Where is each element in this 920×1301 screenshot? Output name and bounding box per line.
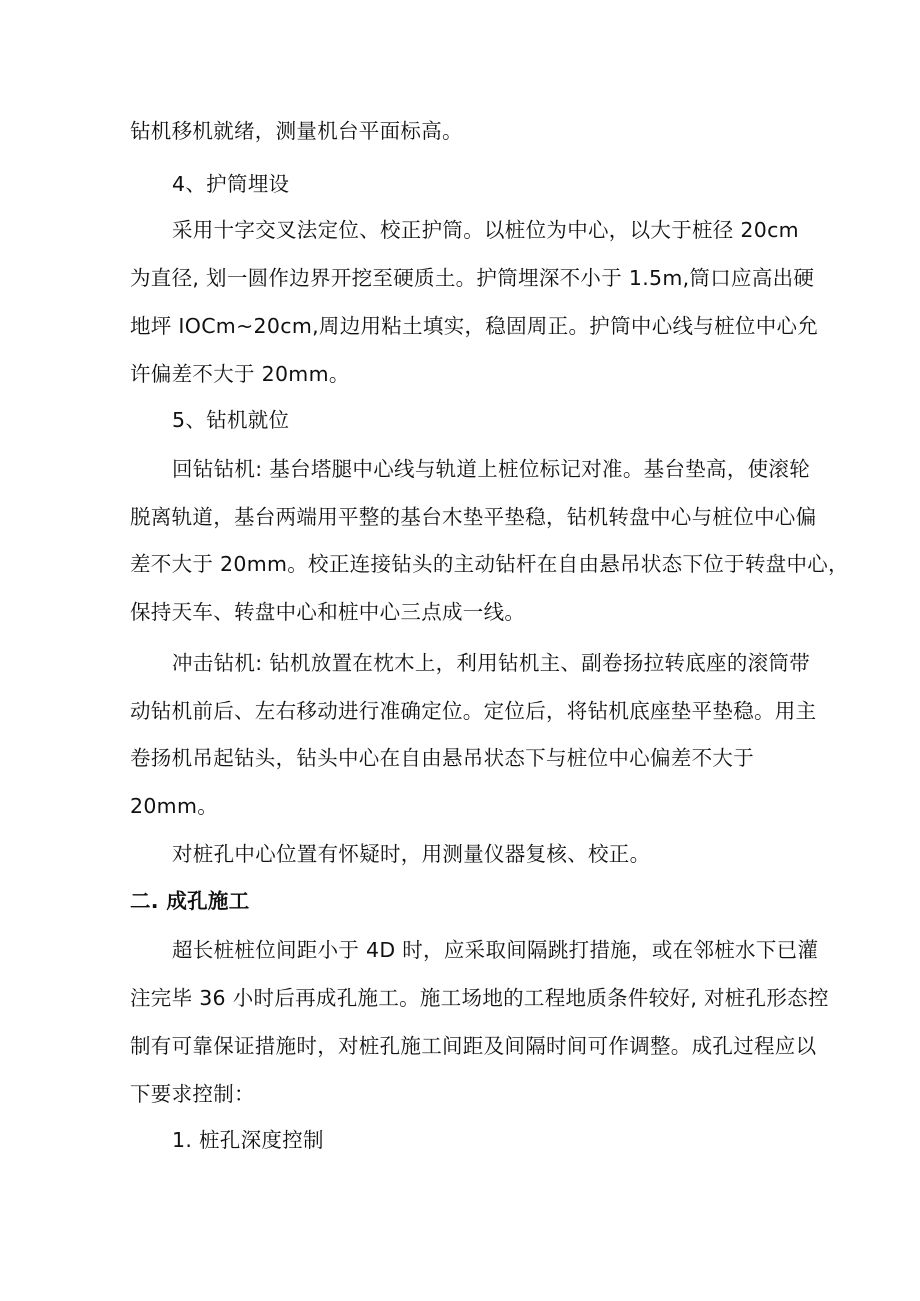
paragraph-line: 制有可靠保证措施时，对桩孔施工间距及间隔时间可作调整。成孔过程应以: [130, 1034, 817, 1058]
paragraph-line: 20mm。: [130, 794, 219, 818]
paragraph-line: 回钻钻机: 基台塔腿中心线与轨道上桩位标记对准。基台垫高，使滚轮: [172, 457, 811, 481]
paragraph-line: 卷扬机吊起钻头，钻头中心在自由悬吊状态下与桩位中心偏差不大于: [130, 746, 754, 770]
paragraph-line: 钻机移机就绪，测量机台平面标高。: [130, 119, 463, 143]
section-heading: 二. 成孔施工: [130, 889, 250, 913]
paragraph-line: 注完毕 36 小时后再成孔施工。施工场地的工程地质条件较好, 对桩孔形态控: [130, 986, 829, 1010]
paragraph-line: 动钻机前后、左右移动进行准确定位。定位后，将钻机底座垫平垫稳。用主: [130, 699, 817, 723]
paragraph-line: 脱离轨道，基台两端用平整的基台木垫平垫稳，钻机转盘中心与桩位中心偏: [130, 505, 817, 529]
paragraph-line: 采用十字交叉法定位、校正护筒。以桩位为中心，以大于桩径 20cm: [172, 218, 799, 242]
subsection-heading: 4、护筒埋设: [172, 172, 290, 196]
paragraph-line: 地坪 IOCm~20cm,周边用粘土填实，稳固周正。护筒中心线与桩位中心允: [130, 314, 819, 338]
paragraph-line: 下要求控制：: [130, 1082, 255, 1106]
paragraph-line: 差不大于 20mm。校正连接钻头的主动钻杆在自由悬吊状态下位于转盘中心，: [130, 552, 849, 576]
subsection-heading: 5、钻机就位: [172, 408, 290, 432]
paragraph-line: 许偏差不大于 20mm。: [130, 362, 350, 386]
subsection-heading: 1. 桩孔深度控制: [172, 1128, 324, 1152]
paragraph-line: 超长桩桩位间距小于 4D 时，应采取间隔跳打措施，或在邻桩水下已灌: [172, 938, 819, 962]
paragraph-line: 对桩孔中心位置有怀疑时，用测量仪器复核、校正。: [172, 842, 651, 866]
paragraph-line: 为直径, 划一圆作边界开挖至硬质土。护筒埋深不小于 1.5m,筒口应高出硬: [130, 266, 815, 290]
paragraph-line: 冲击钻机: 钻机放置在枕木上，利用钻机主、副卷扬拉转底座的滚筒带: [172, 651, 811, 675]
paragraph-line: 保持天车、转盘中心和桩中心三点成一线。: [130, 600, 526, 624]
